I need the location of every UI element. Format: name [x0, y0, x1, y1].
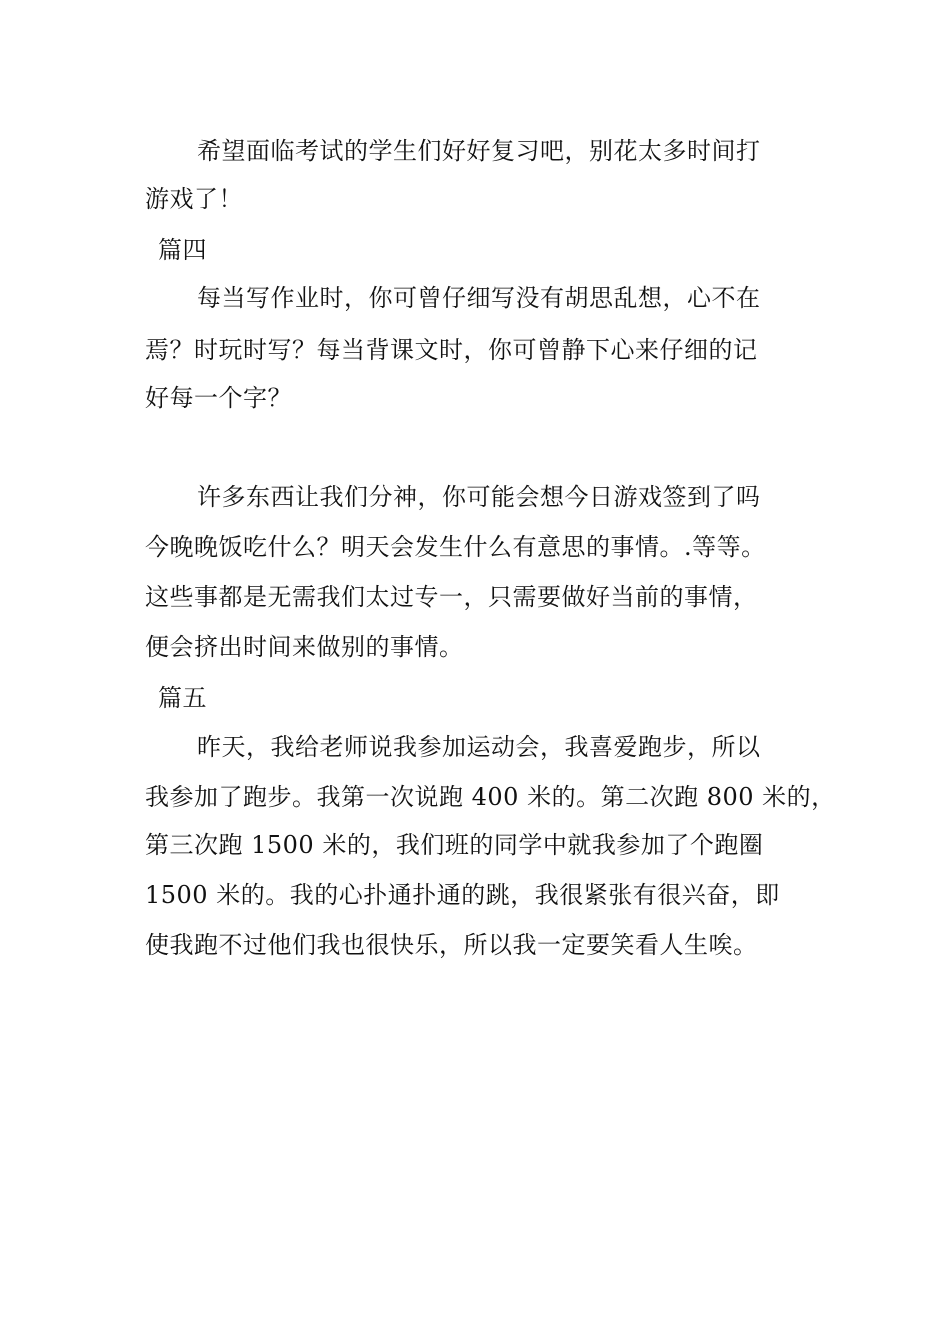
paragraph4-line4: 1500 米的。我的心扑通扑通的跳，我很紧张有很兴奋，即 — [145, 881, 780, 909]
paragraph4-line2: 我参加了跑步。我第一次说跑 400 米的。第二次跑 800 米的， — [145, 783, 836, 811]
paragraph2-line3: 好每一个字？ — [145, 384, 292, 412]
paragraph3-line2: 今晚晚饭吃什么？明天会发生什么有意思的事情。.等等。 — [145, 533, 766, 561]
paragraph1-line1: 希望面临考试的学生们好好复习吧，别花太多时间打 — [197, 137, 761, 165]
paragraph2-line2: 焉？时玩时写？每当背课文时，你可曾静下心来仔细的记 — [145, 336, 758, 364]
paragraph2-line1: 每当写作业时，你可曾仔细写没有胡思乱想，心不在 — [197, 284, 761, 312]
section-heading-5: 篇五 — [158, 684, 207, 712]
paragraph4-line1: 昨天，我给老师说我参加运动会，我喜爱跑步，所以 — [197, 733, 761, 761]
section-heading-4: 篇四 — [158, 236, 207, 264]
paragraph3-line1: 许多东西让我们分神，你可能会想今日游戏签到了吗 — [197, 483, 761, 511]
paragraph3-line4: 便会挤出时间来做别的事情。 — [145, 633, 464, 661]
paragraph1-line2: 游戏了！ — [145, 185, 243, 213]
paragraph3-line3: 这些事都是无需我们太过专一，只需要做好当前的事情， — [145, 583, 758, 611]
paragraph4-line5: 使我跑不过他们我也很快乐，所以我一定要笑看人生唉。 — [145, 931, 758, 959]
paragraph4-line3: 第三次跑 1500 米的，我们班的同学中就我参加了个跑圈 — [145, 831, 764, 859]
